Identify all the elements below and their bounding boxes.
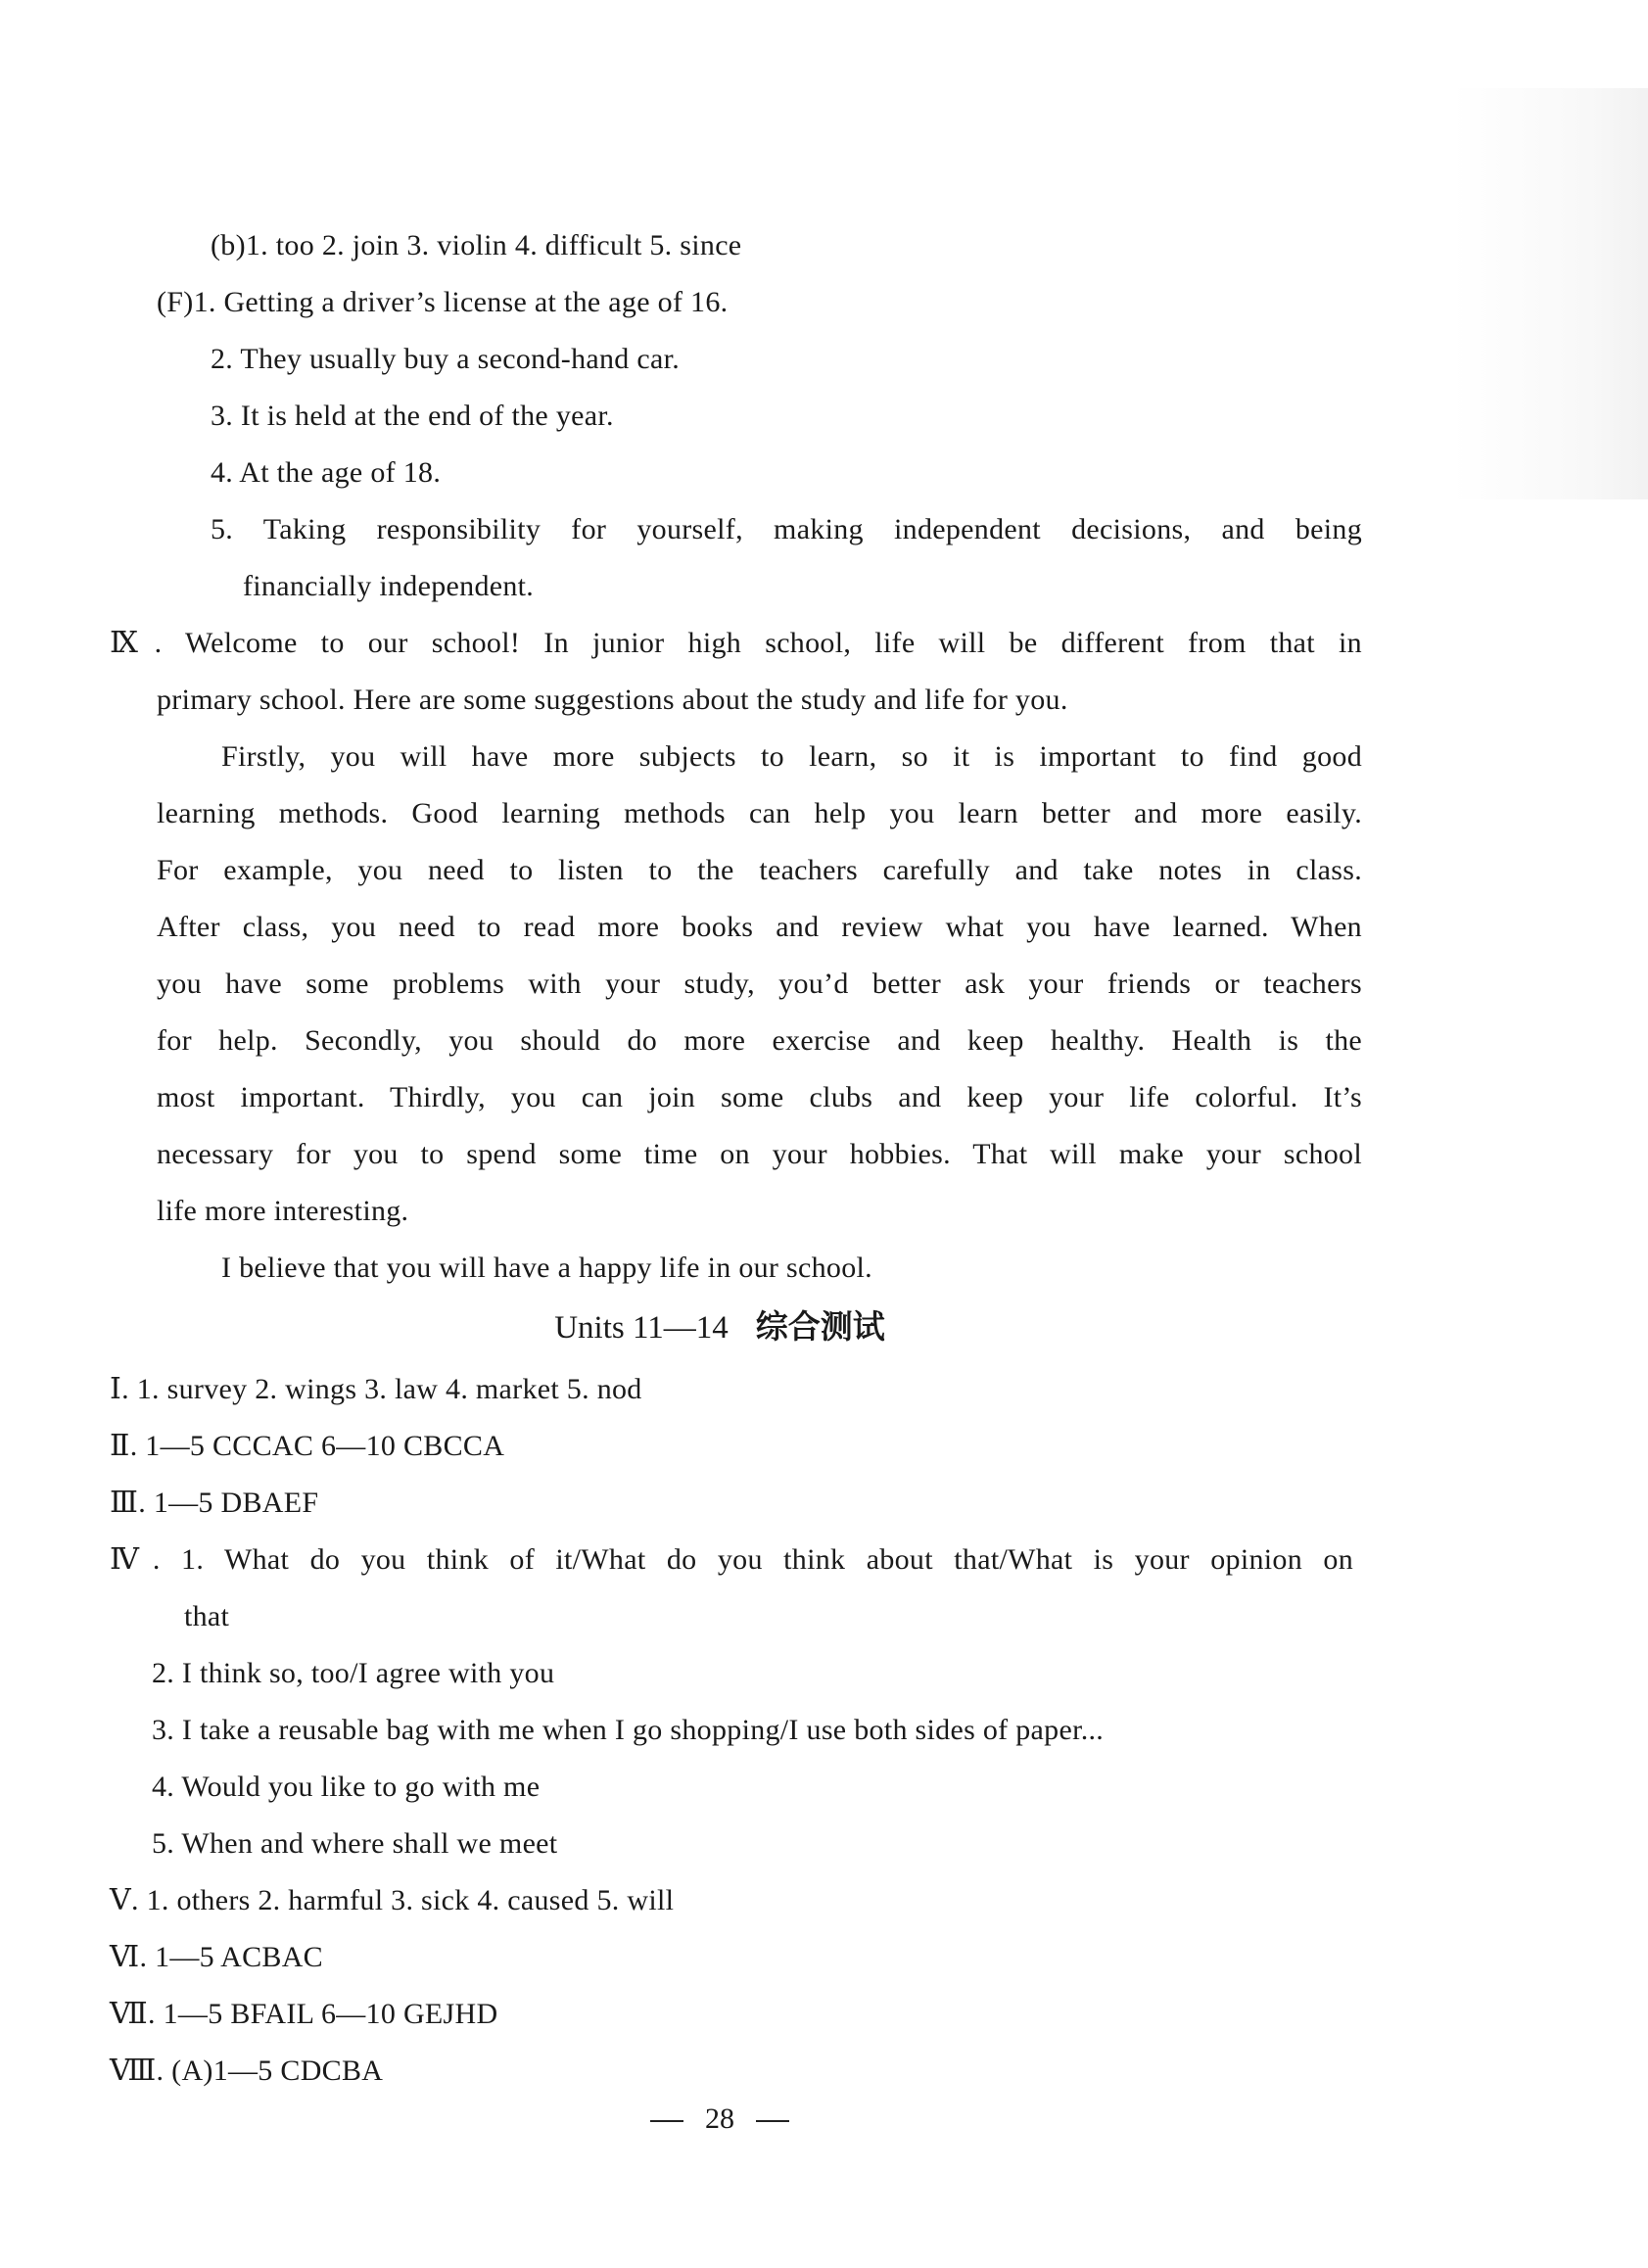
- answer-line-b: (b)1. too 2. join 3. violin 4. difficult 5. since: [211, 229, 742, 261]
- answer-line-f2: 2. They usually buy a second-hand car.: [211, 343, 681, 375]
- page-number-dash-left: [650, 2120, 683, 2122]
- essay-line-6: After class, you need to read more books and review what you have learned. When: [157, 911, 1362, 943]
- essay-line-1: Ⅸ. Welcome to our school! In junior high school, life will be different from that in: [110, 627, 1362, 659]
- answer-line-f1: (F)1. Getting a driver’s license at the age of 16.: [157, 286, 729, 318]
- answer-line-4-4: 4. Would you like to go with me: [152, 1771, 541, 1803]
- answer-line-3: Ⅲ. 1—5 DBAEF: [110, 1487, 319, 1519]
- essay-line-5: For example, you need to listen to the teachers carefully and take notes in class.: [157, 854, 1362, 886]
- heading-title-cn: 综合测试: [755, 1307, 885, 1346]
- answer-line-f4: 4. At the age of 18.: [211, 456, 442, 489]
- answer-line-2: Ⅱ. 1—5 CCCAC 6—10 CBCCA: [110, 1430, 505, 1462]
- scan-bleed-shade: [1452, 88, 1648, 499]
- answer-line-4: Ⅳ. 1. What do you think of it/What do you think about that/What is your opinion on: [110, 1543, 1353, 1576]
- answer-line-5: Ⅴ. 1. others 2. harmful 3. sick 4. caused 5. will: [110, 1884, 675, 1916]
- essay-line-9: most important. Thirdly, you can join some clubs and keep your life colorful. It’s: [157, 1081, 1362, 1113]
- answer-line-1: Ⅰ. 1. survey 2. wings 3. law 4. market 5. nod: [110, 1373, 642, 1405]
- answer-line-4-5: 5. When and where shall we meet: [152, 1827, 558, 1860]
- answer-line-f3: 3. It is held at the end of the year.: [211, 400, 614, 432]
- page-number-dash-right: [756, 2120, 789, 2122]
- essay-line-11: life more interesting.: [157, 1195, 409, 1227]
- page-number-value: 28: [705, 2103, 734, 2135]
- essay-line-12: I believe that you will have a happy life in our school.: [221, 1252, 872, 1284]
- page-number: [0, 2100, 1439, 2139]
- answer-line-f5: 5. Taking responsibility for yourself, making independent decisions, and being: [211, 513, 1362, 545]
- heading-units: Units 11—14: [554, 1310, 729, 1346]
- answer-line-7: Ⅶ. 1—5 BFAIL 6—10 GEJHD: [110, 1998, 498, 2030]
- section-heading: [0, 1299, 1439, 1356]
- answer-line-4-2: 2. I think so, too/I agree with you: [152, 1657, 555, 1689]
- essay-line-4: learning methods. Good learning methods can help you learn better and more easily.: [157, 797, 1362, 829]
- answer-line-4-cont: that: [184, 1600, 230, 1632]
- essay-line-10: necessary for you to spend some time on your hobbies. That will make your school: [157, 1138, 1362, 1170]
- essay-line-2: primary school. Here are some suggestions about the study and life for you.: [157, 684, 1068, 716]
- essay-line-3: Firstly, you will have more subjects to learn, so it is important to find good: [221, 740, 1362, 773]
- essay-line-7: you have some problems with your study, you’d better ask your friends or teachers: [157, 968, 1362, 1000]
- answer-line-8: Ⅷ. (A)1—5 CDCBA: [110, 2055, 384, 2087]
- answer-line-f5-cont: financially independent.: [243, 570, 535, 602]
- answer-line-6: Ⅵ. 1—5 ACBAC: [110, 1941, 323, 1973]
- answer-line-4-3: 3. I take a reusable bag with me when I go shopping/I use both sides of paper...: [152, 1714, 1105, 1746]
- essay-line-8: for help. Secondly, you should do more exercise and keep healthy. Health is the: [157, 1024, 1362, 1057]
